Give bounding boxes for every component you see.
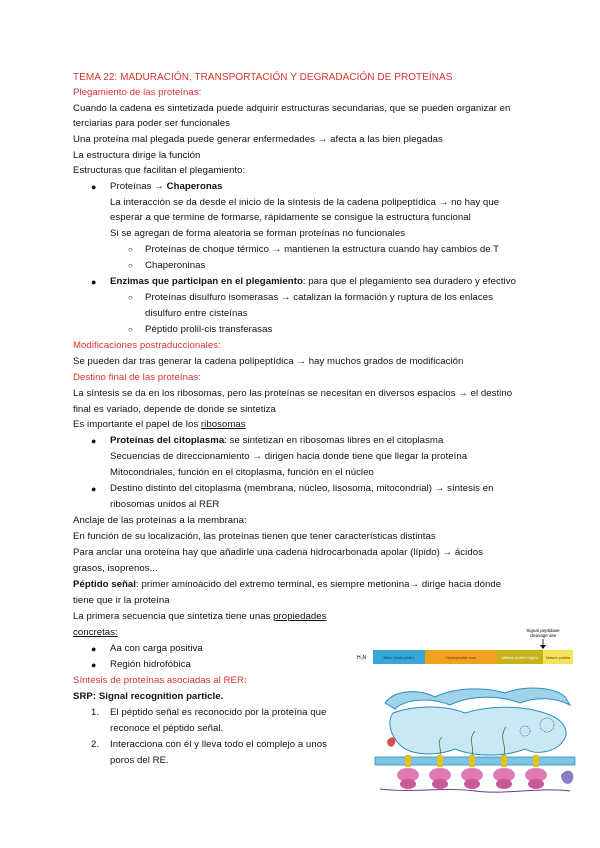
sublist-item: disulfuro entre cisteínas <box>145 308 248 319</box>
list-item: Región hidrofóbica <box>110 659 191 670</box>
bullet-icon: ● <box>91 644 97 654</box>
er-fold <box>385 688 570 709</box>
ribosome-subunit <box>400 779 416 789</box>
list-number: 2. <box>91 739 100 750</box>
translocon-pore <box>533 755 539 767</box>
bullet-icon: ● <box>91 484 97 494</box>
circle-bullet-icon: ○ <box>128 245 133 254</box>
translocon-pore <box>405 755 411 767</box>
paragraph: Una proteína mal plegada puede generar enfermedades → afecta a las bien plegadas <box>73 134 443 145</box>
paragraph: Para anclar una oroteína hay que añadirle una cadena hidrocarbonada apolar (lípido) → ácidos <box>73 547 483 558</box>
sublist-item: Proteínas disulfuro isomerasas → catalizan la formación y ruptura de los enlaces <box>145 292 493 303</box>
page-title: TEMA 22: MADURACIÓN, TRANSPORTACIÓN Y DEGRADACIÓN DE PROTEÍNAS <box>73 72 453 83</box>
numbered-item: El péptido señal es reconocido por la proteína que <box>110 707 327 718</box>
cleavage-arrow-head <box>540 645 546 649</box>
circle-bullet-icon: ○ <box>128 325 133 334</box>
sublist-item: Péptido prolil-cis transferasas <box>145 324 273 335</box>
paragraph: tiene que ir la proteína <box>73 595 170 606</box>
bullet-icon: ● <box>91 660 97 670</box>
signal-peptide-svg <box>355 626 575 670</box>
paragraph: La primera secuencia que sintetiza tiene unas propiedades <box>73 611 327 622</box>
bullet-icon: ● <box>91 182 97 192</box>
numbered-item: poros del RE. <box>110 755 169 766</box>
paragraph: La síntesis se da en los ribosomas, pero las proteínas se necesitan en diversos espacios → el destino <box>73 388 513 399</box>
translocon-pore <box>501 755 507 767</box>
paragraph: Es importante el papel de los ribosomas <box>73 419 246 430</box>
segment-label: Hydrophobic core <box>446 656 476 660</box>
paragraph: Anclaje de las proteínas a la membrana: <box>73 515 247 526</box>
sublist-item: Proteínas de choque térmico → mantienen la estructura cuando hay cambios de T <box>145 244 500 255</box>
bullet-icon: ● <box>91 277 97 287</box>
paragraph: final es variado, depende de donde se sintetiza <box>73 404 276 415</box>
ribosome-subunit <box>496 779 512 789</box>
heading-modificaciones: Modificaciones postraduccionales: <box>73 340 221 351</box>
list-item-text: La interacción se da desde el inicio de la síntesis de la cadena polipeptídica → no hay que <box>110 197 500 208</box>
translocon-pore <box>469 755 475 767</box>
segment-label: Mature protein region <box>501 656 539 660</box>
list-item-text: Secuencias de direccionamiento → dirigen hacia donde tiene que llegar la proteína <box>110 451 468 462</box>
cleavage-label: Signal peptidase <box>526 628 560 633</box>
paragraph: La estructura dirige la función <box>73 150 201 161</box>
list-item: Destino distinto del citoplasma (membrana, núcleo, lisosoma, mitocondrial) → síntesis en <box>110 483 494 494</box>
circle-bullet-icon: ○ <box>128 293 133 302</box>
cleavage-label: cleavage site <box>529 633 557 638</box>
paragraph: concretas: <box>73 627 118 638</box>
rer-translocation-figure <box>365 683 580 800</box>
numbered-item: Interacciona con él y lleva todo el complejo a unos <box>110 739 327 750</box>
paragraph: En función de su localización, las proteínas tienen que tener características distintas <box>73 531 436 542</box>
segment-label: Mature protein <box>545 656 571 660</box>
list-item: Proteínas del citoplasma: se sintetizan en ribosomas libres en el citoplasma <box>110 435 444 446</box>
signal-peptide-figure <box>355 626 575 670</box>
heading-sintesis-rer: Síntesis de proteínas asociadas al RER: <box>73 675 247 686</box>
heading-destino: Destino final de las proteínas: <box>73 372 201 383</box>
paragraph: Estructuras que facilitan el plegamiento: <box>73 165 246 176</box>
paragraph-srp: SRP: Signal recognition particle. <box>73 691 224 702</box>
paragraph: Se pueden dar tras generar la cadena polipeptídica → hay muchos grados de modificación <box>73 356 464 367</box>
list-item-text: Mitocondriales, función en el citoplasma, función en el núcleo <box>110 467 374 478</box>
circle-bullet-icon: ○ <box>128 261 133 270</box>
list-item-text: esperar a que termine de formarse, rápidamente se consigue la estructura funcional <box>110 212 471 223</box>
srp-receptor <box>561 771 573 784</box>
list-item-text: ribosomas unidos al RER <box>110 499 220 510</box>
ribosome-subunit <box>528 779 544 789</box>
er-lumen <box>390 707 566 755</box>
paragraph: Péptido señal: primer aminoácido del extremo terminal, es siempre metionina→ dirige hacia dónde <box>73 579 502 590</box>
srp-particle <box>387 737 395 746</box>
rer-diagram-svg <box>365 683 580 800</box>
list-item-text: Si se agregan de forma aleatoria se forman proteínas no funcionales <box>110 228 406 239</box>
mrna-strand <box>380 789 570 792</box>
numbered-item: reconoce el péptido señal. <box>110 723 224 734</box>
segment-label: Basic (hydrophilic) <box>383 656 415 660</box>
list-item: Aa con carga positiva <box>110 643 203 654</box>
heading-plegamiento: Plegamiento de las proteínas: <box>73 87 202 98</box>
bullet-icon: ● <box>91 436 97 446</box>
paragraph: Cuando la cadena es sintetizada puede adquirir estructuras secundarias, que se pueden organizar en <box>73 103 511 114</box>
paragraph: terciarias para poder ser funcionales <box>73 118 231 129</box>
list-number: 1. <box>91 707 100 718</box>
translocon-pore <box>437 755 443 767</box>
list-item: Proteínas → Chaperonas <box>110 181 223 192</box>
h2n-label: H₂N <box>357 655 367 661</box>
list-item: Enzimas que participan en el plegamiento: para que el plegamiento sea duradero y efectivo <box>110 276 516 287</box>
ribosome-subunit <box>464 779 480 789</box>
ribosome-subunit <box>432 779 448 789</box>
sublist-item: Chaperoninas <box>145 260 206 271</box>
paragraph: grasos, isoprenos... <box>73 563 158 574</box>
